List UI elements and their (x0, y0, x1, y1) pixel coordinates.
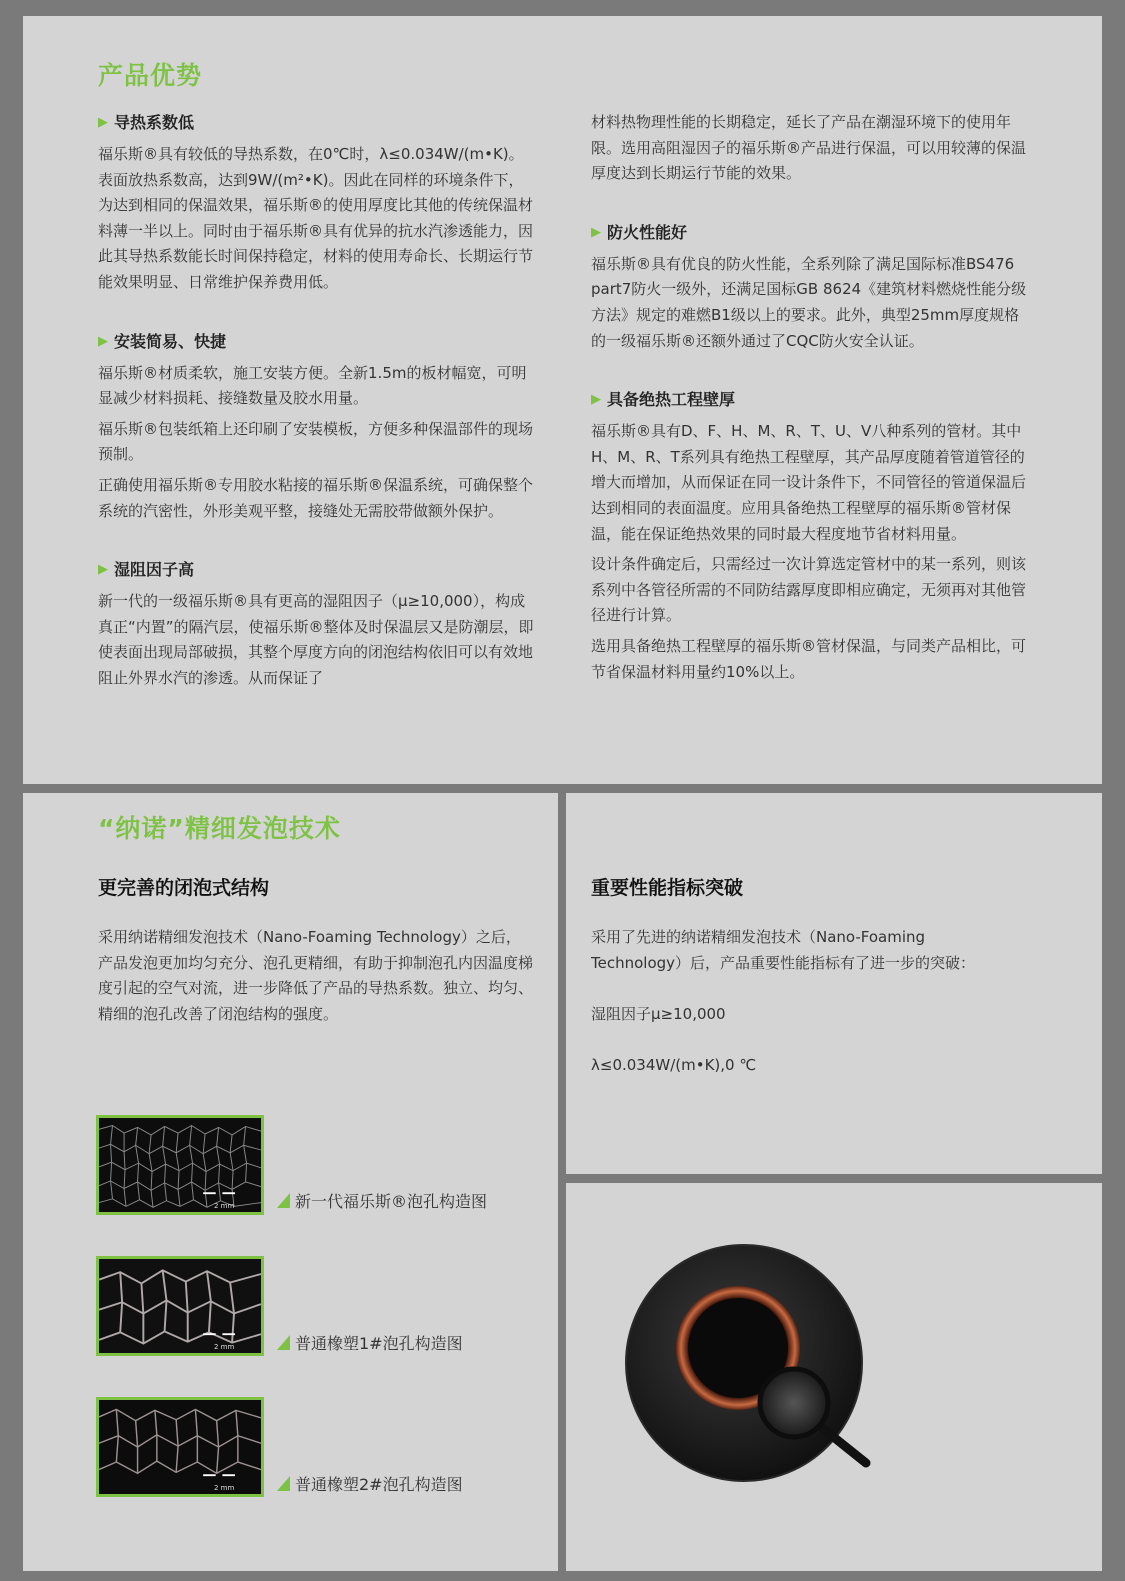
caption-text: 普通橡塑1#泡孔构造图 (295, 1334, 463, 1353)
paragraph-continued: 材料热物理性能的长期稳定，延长了产品在潮湿环境下的使用年限。选用高阻湿因子的福乐斯®产品进行保温，可以用较薄的保温厚度达到长期运行节能的效果。 (591, 113, 1027, 183)
caption-rubber-1 (277, 1331, 463, 1354)
subtitle-performance: 重要性能指标突破 (591, 877, 744, 899)
paragraph: 福乐斯®具有较低的导热系数，在0℃时，λ≤0.034W/(m•K)。表面放热系数高，达到9W/(m²•K)。因此在同样的环境条件下，为达到相同的保温效果，福乐斯®的使用厚度比其他的传统保温材料薄一半以上。同时由于福乐斯®具有优异的抗水汽渗透能力，因此其导热系数能长时间保持稳定，材料的使用寿命长、长期运行节能效果明显、日常维护保养费用低。 (98, 145, 534, 291)
section-title-advantages: 产品优势 (98, 61, 203, 90)
performance-panel (566, 793, 1102, 1174)
section-install (98, 331, 538, 525)
foam-texture-image (99, 1118, 261, 1212)
paragraph: 福乐斯®具有优良的防火性能，全系列除了满足国际标准BS476 part7防火一级外，还满足国标GB 8624《建筑材料燃烧性能分级方法》规定的难燃B1级以上的要求。此外，典型25mm厚度规格的一级福乐斯®还额外通过了CQC防火安全认证。 (591, 254, 1027, 350)
triangle-marker-icon (277, 1335, 290, 1350)
micrograph-rubber-2 (96, 1397, 264, 1497)
caption-new-foam (277, 1189, 487, 1212)
section-heading: 导热系数低 (114, 113, 195, 132)
section-heading: 防火性能好 (607, 222, 688, 242)
foam-texture-image (99, 1400, 261, 1494)
section-wall-thickness (591, 389, 1031, 685)
section-heading: 安装简易、快捷 (114, 331, 227, 351)
triangle-bullet-icon: ▶ (98, 333, 108, 349)
subtitle-closed-cell: 更完善的闭泡式结构 (98, 877, 270, 899)
section-thermal (98, 112, 538, 296)
paragraph: 福乐斯®材质柔软，施工安装方便。全新1.5m的板材幅宽，可明显减少材料损耗、接缝数量及胶水用量。 (98, 363, 527, 408)
spec-moisture-factor: 湿阻因子μ≥10,000 (591, 1005, 726, 1023)
nano-description: 采用纳诺精细发泡技术（Nano-Foaming Technology）之后，产品发泡更加均匀充分、泡孔更精细，有助于抑制泡孔内因温度梯度引起的空气对流，进一步降低了产品的导热系数。独立、均匀、精细的泡孔改善了闭泡结构的强度。 (98, 928, 534, 1023)
advantages-right-column (591, 110, 1031, 690)
product-advantages-panel (23, 16, 1102, 784)
scale-label: 2 mm (214, 1343, 235, 1351)
paragraph: 设计条件确定后，只需经过一次计算选定管材中的某一系列，则该系列中各管径所需的不同防结露厚度即相应确定，无须再对其他管径进行计算。 (591, 555, 1027, 625)
paragraph: 福乐斯®包装纸箱上还印刷了安装模板，方便多种保温部件的现场预制。 (98, 419, 534, 464)
caption-text: 新一代福乐斯®泡孔构造图 (295, 1192, 488, 1211)
caption-rubber-2 (277, 1472, 463, 1495)
triangle-bullet-icon: ▶ (591, 392, 601, 408)
paragraph: 选用具备绝热工程壁厚的福乐斯®管材保温，与同类产品相比，可节省保温材料用量约10%以上。 (591, 636, 1027, 681)
insulation-tube-image (566, 1183, 1102, 1571)
section-heading: 具备绝热工程壁厚 (607, 390, 736, 410)
paragraph: 正确使用福乐斯®专用胶水粘接的福乐斯®保温系统，可确保整个系统的汽密性，外形美观平整，接缝处无需胶带做额外保护。 (98, 475, 534, 520)
paragraph: 福乐斯®具有D、F、H、M、R、T、U、V八种系列的管材。其中H、M、R、T系列具有绝热工程壁厚，其产品厚度随着管道管径的增大而增加，从而保证在同一设计条件下，不同管径的管道保温后达到相同的表面温度。应用具备绝热工程壁厚的福乐斯®管材保温，能在保证绝热效果的同时最大程度地节省材料用量。 (591, 422, 1027, 543)
triangle-marker-icon (277, 1476, 290, 1491)
caption-text: 普通橡塑2#泡孔构造图 (295, 1475, 463, 1494)
spec-thermal-conductivity: λ≤0.034W/(m•K),0 ℃ (591, 1056, 757, 1074)
section-fire (591, 222, 1031, 354)
micrograph-rubber-1 (96, 1256, 264, 1356)
scale-label: 2 mm (214, 1484, 235, 1492)
triangle-bullet-icon: ▶ (591, 224, 601, 240)
foam-texture-image (99, 1259, 261, 1353)
section-title-nano: “纳诺”精细发泡技术 (98, 814, 341, 843)
section-moisture (98, 559, 538, 691)
performance-description: 采用了先进的纳诺精细发泡技术（Nano-Foaming Technology）后，产品重要性能指标有了进一步的突破： (591, 928, 976, 972)
product-image-panel (566, 1183, 1102, 1571)
scale-label: 2 mm (214, 1202, 235, 1210)
paragraph: 新一代的一级福乐斯®具有更高的湿阻因子（μ≥10,000），构成真正“内置”的隔汽层，使福乐斯®整体及时保温层又是防潮层，即使表面出现局部破损，其整个厚度方向的闭泡结构依旧可以有效地阻止外界水汽的渗透。从而保证了 (98, 592, 534, 687)
section-heading: 湿阻因子高 (114, 560, 195, 580)
triangle-bullet-icon: ▶ (98, 562, 108, 578)
advantages-left-column (98, 112, 538, 697)
micrograph-new-foam (96, 1115, 264, 1215)
triangle-marker-icon (277, 1193, 290, 1208)
triangle-bullet-icon: ▶ (98, 115, 108, 130)
nano-foaming-panel (23, 793, 558, 1571)
